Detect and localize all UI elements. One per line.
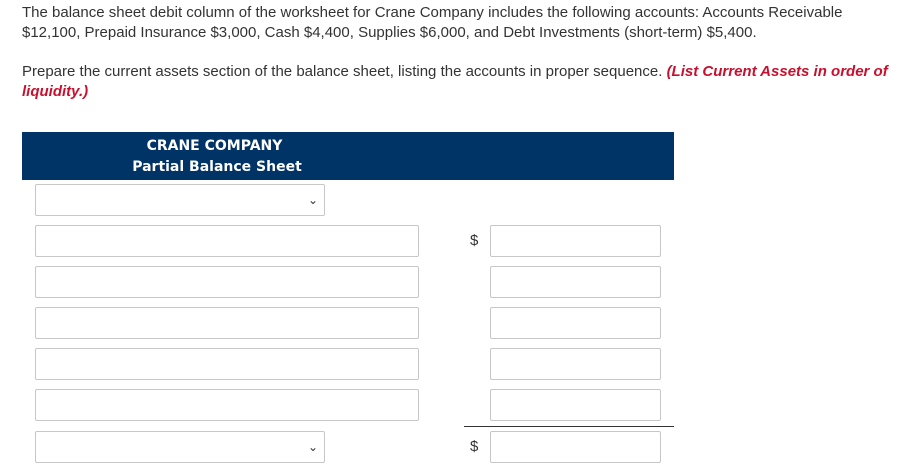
amount-input[interactable] xyxy=(490,225,661,257)
account-name-input[interactable] xyxy=(35,307,419,339)
company-name: CRANE COMPANY xyxy=(146,138,283,154)
chevron-down-icon: ⌄ xyxy=(307,440,318,454)
line-item-row xyxy=(22,307,674,347)
chevron-down-icon: ⌄ xyxy=(307,193,318,207)
problem-text xyxy=(22,3,902,102)
subtotal-rule xyxy=(464,426,674,427)
prompt-text: Prepare the current assets section of the balance sheet, listing the accounts in proper sequence. xyxy=(22,63,663,80)
amount-input[interactable] xyxy=(490,389,661,421)
account-name-input[interactable] xyxy=(35,348,419,380)
total-amount-input[interactable] xyxy=(490,431,661,463)
problem-statement: The balance sheet debit column of the worksheet for Crane Company includes the following accounts: Accounts Receivable $12,100, Prepaid Insurance $3,000, Cash $4,400, Supplies $6,000, and Debt Investments (short-term) $5,400. xyxy=(22,4,843,41)
amount-input[interactable] xyxy=(490,266,661,298)
account-name-input[interactable] xyxy=(35,389,419,421)
total-label-select[interactable] xyxy=(35,431,325,463)
statement-title: Partial Balance Sheet xyxy=(132,159,302,175)
section-heading-row xyxy=(22,184,674,224)
amount-input[interactable] xyxy=(490,348,661,380)
total-dollar-sign: $ xyxy=(470,438,479,455)
account-name-input[interactable] xyxy=(35,225,419,257)
problem-prompt xyxy=(22,62,902,102)
line-item-row xyxy=(22,266,674,306)
dollar-sign: $ xyxy=(470,232,479,249)
total-row xyxy=(22,431,674,471)
amount-input[interactable] xyxy=(490,307,661,339)
line-item-row xyxy=(22,348,674,388)
section-heading-select[interactable] xyxy=(35,184,325,216)
instruction-text: (List Current Assets in order of liquidity.) xyxy=(22,63,888,100)
account-name-input[interactable] xyxy=(35,266,419,298)
line-item-row xyxy=(22,225,674,265)
line-item-row xyxy=(22,389,674,429)
statement-header xyxy=(22,132,674,180)
